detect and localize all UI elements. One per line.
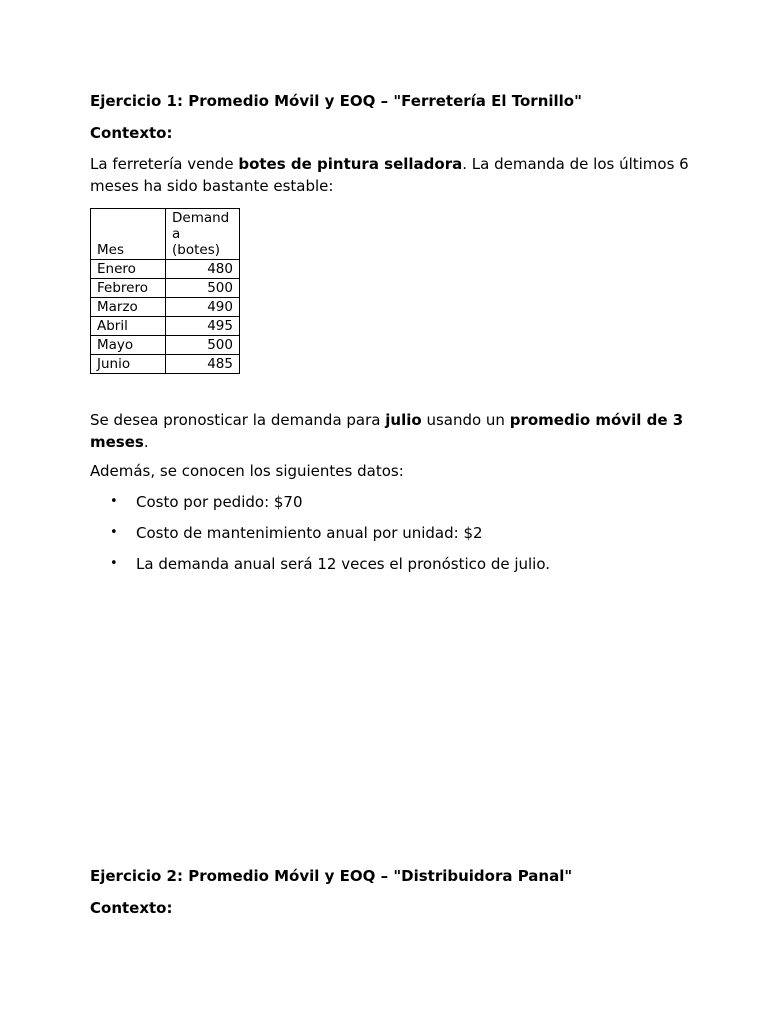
- list-item: • La demanda anual será 12 veces el pronóstico de julio.: [90, 553, 710, 575]
- table-row: [91, 260, 240, 279]
- cell-mes: Febrero: [91, 279, 166, 298]
- cell-mes: Marzo: [91, 298, 166, 317]
- cell-demanda: 495: [166, 317, 240, 336]
- cell-mes: Mayo: [91, 336, 166, 355]
- cell-demanda: 490: [166, 298, 240, 317]
- exercise-2-title: Ejercicio 2: Promedio Móvil y EOQ – "Distribuidora Panal": [90, 867, 573, 885]
- cell-mes: Abril: [91, 317, 166, 336]
- header-demanda: [166, 209, 240, 260]
- intro-text-pre: La ferretería vende: [90, 155, 239, 173]
- cell-demanda: 485: [166, 355, 240, 374]
- exercise-1-intro: [90, 153, 690, 197]
- cell-demanda: 500: [166, 279, 240, 298]
- intro-text-post: . La demanda de los últimos 6 meses ha sido bastante estable:: [90, 155, 689, 195]
- header-demanda-line-1: Demand: [172, 210, 230, 226]
- forecast-text-post: .: [143, 433, 149, 451]
- table-row: [91, 317, 240, 336]
- table-row: [91, 355, 240, 374]
- exercise-1-title: Ejercicio 1: Promedio Móvil y EOQ – "Ferretería El Tornillo": [90, 92, 582, 110]
- cell-mes: Enero: [91, 260, 166, 279]
- list-item: • Costo de mantenimiento anual por unidad: $2: [90, 522, 710, 544]
- forecast-text-month: julio: [385, 411, 422, 429]
- exercise-1-context-label: Contexto:: [90, 124, 173, 142]
- header-demanda-line-2: a: [172, 226, 181, 242]
- cell-demanda: 480: [166, 260, 240, 279]
- table-row: [91, 298, 240, 317]
- exercise-2-context-label: Contexto:: [90, 899, 173, 917]
- forecast-text-pre: Se desea pronosticar la demanda para: [90, 411, 386, 429]
- header-demanda-line-3: (botes): [172, 242, 220, 258]
- data-bullet-list: [90, 491, 710, 584]
- demand-table: [90, 208, 240, 374]
- cell-demanda: 500: [166, 336, 240, 355]
- table-header-row: [91, 209, 240, 260]
- table-row: [91, 336, 240, 355]
- header-mes: Mes: [91, 209, 166, 260]
- forecast-text-mid: usando un: [421, 411, 510, 429]
- forecast-paragraph: [90, 409, 690, 453]
- intro-text-bold: botes de pintura selladora: [238, 155, 463, 173]
- forecast-text-method: promedio móvil de 3 meses: [90, 411, 684, 451]
- cell-mes: Junio: [91, 355, 166, 374]
- list-item: • Costo por pedido: $70: [90, 491, 710, 513]
- table-row: [91, 279, 240, 298]
- extra-data-intro: Además, se conocen los siguientes datos:: [90, 462, 404, 480]
